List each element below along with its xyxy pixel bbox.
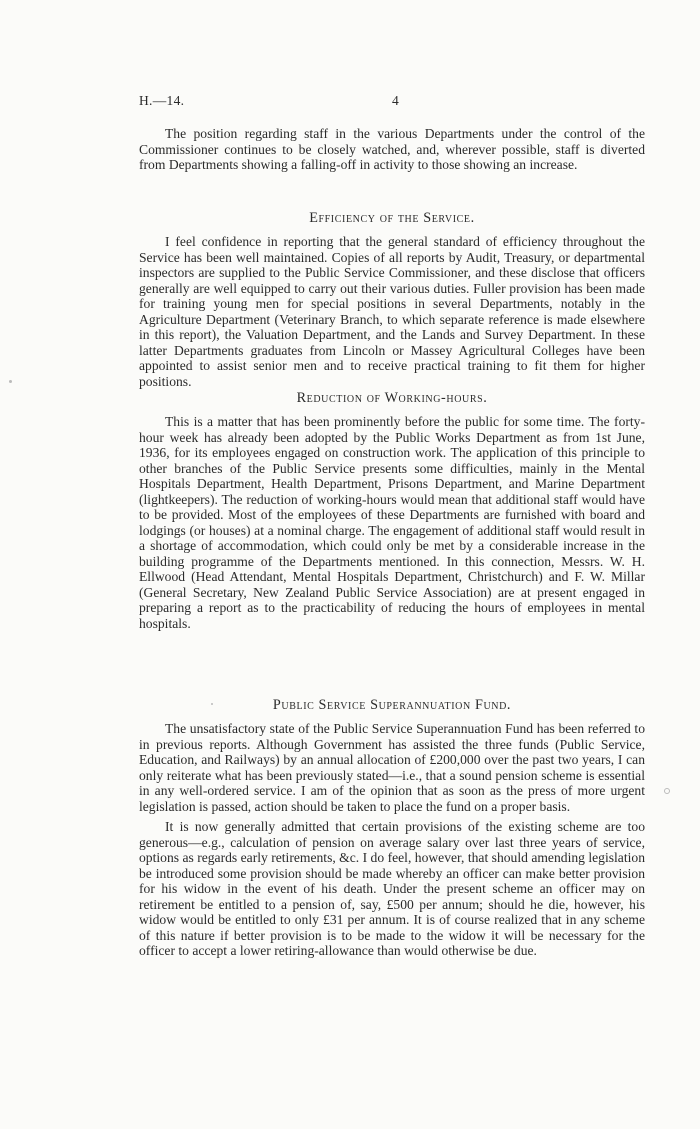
working-hours-paragraph: This is a matter that has been prominently before the public for some time. The forty-hour week has already been adopted by the Public Works Department as from 1st June, 1936, for its employees engaged on construction work. The application of this principle to other branches of the Public Service presents some difficulties, mainly in the Mental Hospitals Department, Health Department, Prisons Department, and Marine Department (lightkeepers). The reduction of working-hours would mean that additional staff would have to be provided. Most of the employees of these Departments are furnished with board and lodgings (or houses) at a nominal charge. The engagement of additional staff would result in a shortage of accommodation, which could only be met by a considerable increase in the building programme of the Departments mentioned. In this connection, Messrs. W. H. Ellwood (Head Attendant, Mental Hospitals Department, Christchurch) and F. W. Millar (General Secretary, New Zealand Public Service Association) are at present engaged in preparing a report as to the practicability of reducing the hours of employees in mental hospitals. [139, 414, 645, 631]
section-working-hours [139, 390, 645, 631]
efficiency-paragraph: I feel confidence in reporting that the general standard of efficiency throughout the Service has been well maintained. Copies of all reports by Audit, Treasury, or departmental inspectors are supplied to the Public Service Commissioner, and these disclose that officers generally are well equipped to carry out their various duties. Fuller provision has been made for training young men for special positions in several Departments, notably in the Agriculture Department (Veterinary Branch, to which separate reference is made elsewhere in this report), the Valuation Department, and the Lands and Survey Department. In these latter Departments graduates from Lincoln or Massey Agricultural Colleges have been appointed to assist senior men and to receive practical training to fit them for higher positions. [139, 234, 645, 389]
page-number: 4 [392, 93, 399, 108]
scan-speck [664, 788, 670, 794]
document-code: H.—14. [139, 93, 185, 108]
superannuation-paragraph-1: The unsatisfactory state of the Public Service Superannuation Fund has been referred to in previous reports. Although Government has assisted the three funds (Public Service, Education, and Railways) by an annual allocation of £200,000 over the past two years, I can only reiterate what has been previously stated—i.e., that a sound pension scheme is essential in any well-ordered service. I am of the opinion that as soon as the press of more urgent legislation is passed, action should be taken to place the fund on a proper basis. [139, 721, 645, 814]
superannuation-paragraph-2: It is now generally admitted that certain provisions of the existing scheme are too generous—e.g., calculation of pension on average salary over last three years of service, options as regards early retirements, &c. I do feel, however, that should amending legislation be introduced some provision should be made whereby an officer can make better provision for his widow in the event of his death. Under the present scheme an officer may on retirement be entitled to a pension of, say, £500 per annum; should he die, however, his widow would be entitled to only £31 per annum. It is of course realized that in any scheme of this nature if better provision is to be made to the widow it will be necessary for the officer to accept a lower retiring-allowance than would otherwise be due. [139, 819, 645, 958]
section-heading-superannuation: Public Service Superannuation Fund. [272, 697, 512, 713]
section-superannuation [139, 697, 645, 959]
section-heading-working-hours: Reduction of Working-hours. [296, 390, 488, 406]
section-efficiency [139, 210, 645, 389]
intro-paragraph: The position regarding staff in the various Departments under the control of the Commissioner continues to be closely watched, and, wherever possible, staff is diverted from Departments showing a falling-off in activity to those showing an increase. [139, 126, 645, 172]
scan-speck [9, 380, 12, 383]
scan-speck [211, 703, 213, 705]
section-heading-efficiency: Efficiency of the Service. [309, 210, 475, 226]
intro-block [139, 126, 645, 173]
